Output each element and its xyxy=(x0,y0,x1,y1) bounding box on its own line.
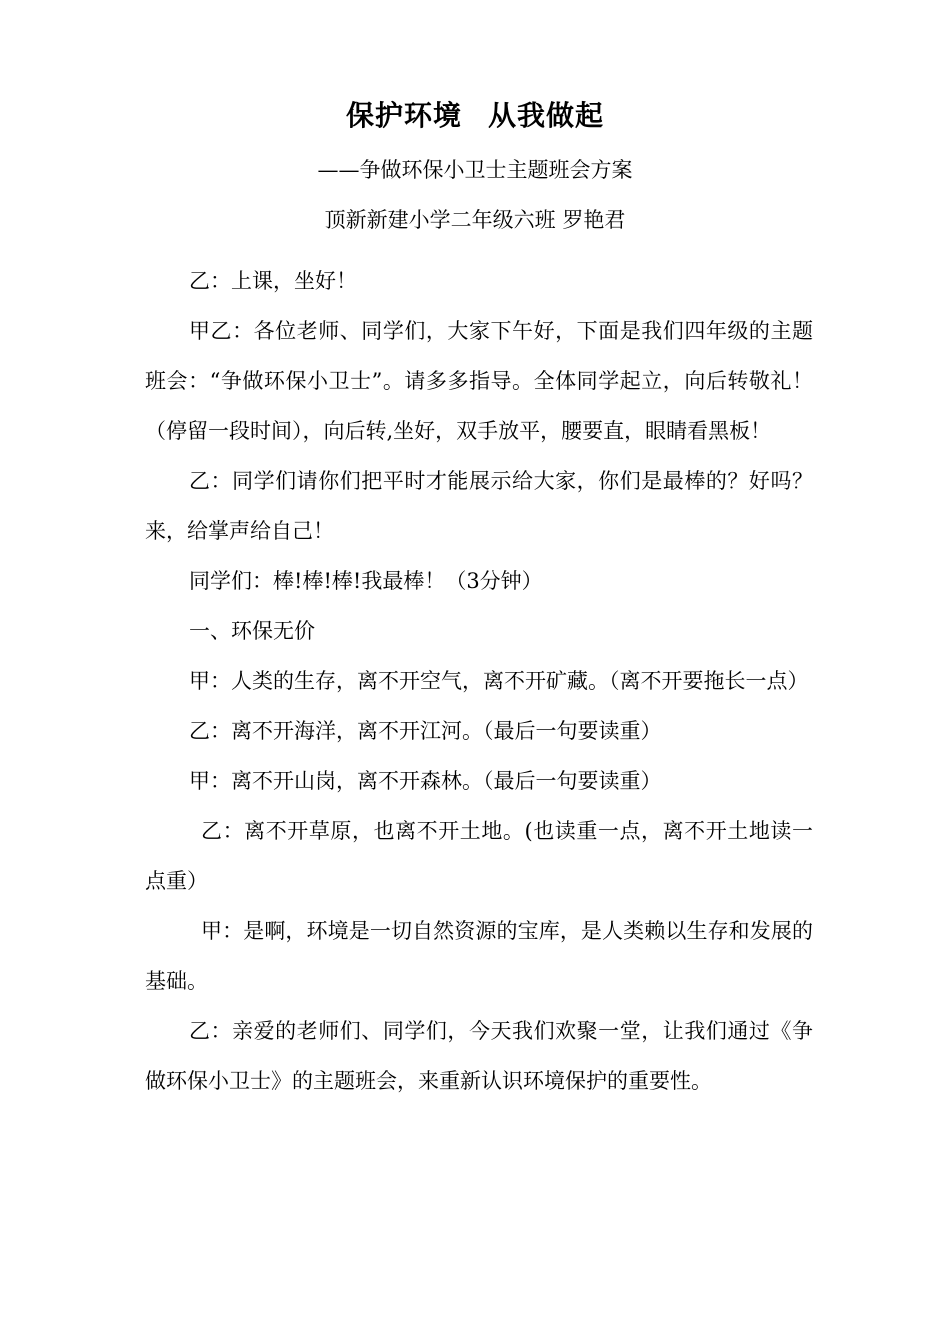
title-part-2: 从我做起 xyxy=(488,99,605,132)
paragraph: 乙：上课，坐好！ xyxy=(189,269,357,293)
document-title xyxy=(0,96,950,136)
document-author: 顶新新建小学二年级六班 罗艳君 xyxy=(324,208,626,232)
paragraph: 甲：离不开山岗，离不开森林。（最后一句要读重） xyxy=(189,769,662,793)
paragraph: 乙：离不开草原，也离不开土地。(也读重一点，离不开土地读一点重） xyxy=(145,819,813,893)
title-part-1: 保护环境 xyxy=(345,99,462,132)
paragraph: 乙：亲爱的老师们、同学们，今天我们欢聚一堂，让我们通过《争做环保小卫士》的主题班会，来重新认识环境保护的重要性。 xyxy=(145,1019,813,1093)
paragraph: 乙：离不开海洋，离不开江河。（最后一句要读重） xyxy=(189,719,662,743)
paragraph: 甲：是啊，环境是一切自然资源的宝库，是人类赖以生存和发展的基础。 xyxy=(145,919,813,993)
paragraph: 甲乙：各位老师、同学们，大家下午好，下面是我们四年级的主题班会：“争做环保小卫士”。请多多指导。全体同学起立，向后转敬礼！（停留一段时间），向后转,坐好，双手放平，腰要直，眼睛看黑板！ xyxy=(145,319,813,443)
document-subtitle: ——争做环保小卫士主题班会方案 xyxy=(317,158,633,182)
section-heading: 一、环保无价 xyxy=(189,619,315,643)
paragraph: 同学们：棒!棒!棒!我最棒！（3分钟） xyxy=(189,569,543,593)
paragraph: 乙：同学们请你们把平时才能展示给大家，你们是最棒的？好吗？来，给掌声给自己！ xyxy=(145,469,813,543)
document-body xyxy=(145,256,813,1106)
paragraph: 甲：人类的生存，离不开空气，离不开矿藏。（离不开要拖长一点） xyxy=(189,669,809,693)
